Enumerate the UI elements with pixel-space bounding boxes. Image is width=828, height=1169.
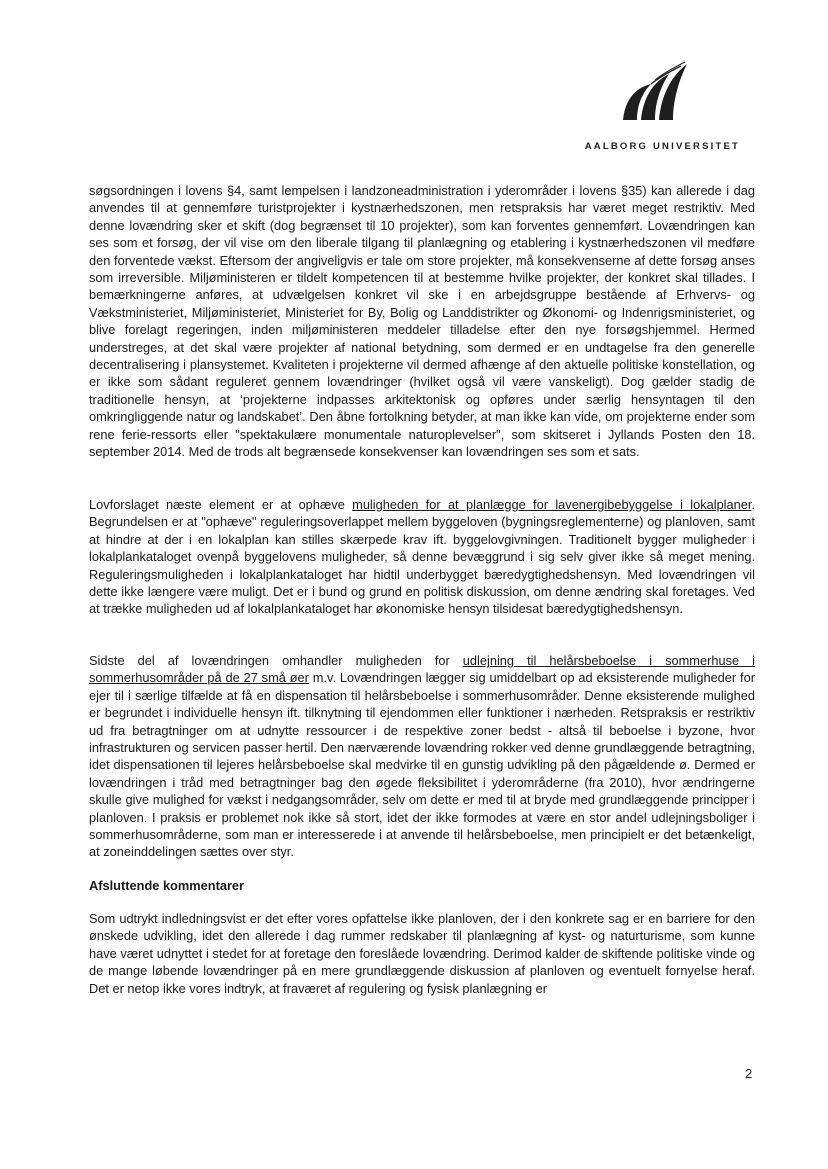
paragraph-3-body: m.v. Lovændringen lægger sig umiddelbart op ad eksisterende muligheder for ejer til i særlige tilfælde at få en dispensation til helårsbeboelse i sommerhusområder. Denne eksisterende mulighed er begrundet i individuelle hensyn ift. tilknytning til ejendommen eller funktioner i nærheden. Retspraksis er restriktiv ud fra betragtninger om at udnytte ressourcer i de respektive zoner bedst - altså til beboelse i byzone, hvor infrastrukturen og servicen passer hertil. Den nærværende lovændring rokker ved denne grundlæggende betragtning, idet dispensationen til lejeres helårsbeboelse skal medvirke til en gunstig udvikling på den pågældende ø. Dermed er lovændringen i tråd med betragtninger bag den øgede fleksibilitet i yderområderne (fra 2010), hvor ændringerne skulle give mulighed for vækst i nedgangsområder, selv om dette er med til at bryde med grundlæggende principper i planloven. I praksis er problemet nok ikke så stort, idet der ikke formodes at være en stor andel udlejningsboliger i sommerhusområderne, som man er interesserede i at anvende til helårsbeboelse, men principielt er det betænkeligt, at zoneinddelingen sættes over styr.	[89, 670, 755, 860]
paragraph-2-body: . Begrundelsen er at "ophæve" reguleringsoverlappet mellem byggeloven (bygningsreglementerne) og planloven, samt at hindre at der i en lokalplan kan stilles skærpede krav ift. byggelovgivningen. Traditionelt bygger muligheder i lokalplankataloget ovenpå byggelovens muligheder, så denne bevæggrund i sig selv giver ikke så meget mening. Reguleringsmuligheden i lokalplankataloget har hidtil underbygget bæredygtighedshensyn. Med lovændringen vil dette ikke længere være muligt. Det er i bund og grund en politisk diskussion, om denne ændring skal foretages. Ved at trække muligheden ud af lokalplankataloget har økonomiske hensyn tilsidesat bæredygtighedshensyn.	[89, 497, 755, 617]
university-logo	[576, 60, 746, 155]
section-heading: Afsluttende kommentarer	[89, 878, 245, 893]
paragraph-2-intro: Lovforslaget næste element er at ophæve	[89, 497, 353, 512]
aau-wave-logo-icon	[621, 60, 691, 130]
university-name: AALBORG UNIVERSITET	[584, 141, 740, 152]
page-number: 2	[745, 1066, 753, 1081]
paragraph-3-intro: Sidste del af lovændringen omhandler muligheden for	[89, 653, 463, 668]
paragraph-1: søgsordningen i lovens §4, samt lempelsen i landzoneadministration i yderområder i lovens §35) kan allerede i dag anvendes til at gennemføre turistprojekter i kystnærhedszonen, men retspraksis har været meget restriktiv. Med denne lovændring sker et skift (dog begrænset til 10 projekter), som kan forventes gennemført. Lovændringen kan ses som et forsøg, der vil vise om den liberale tilgang til planlægning og etablering i kystnærhedszonen vil medføre den forventede vækst. Eftersom der angiveligvis er tale om store projekter, må konsekvenserne af dette forsøg anses som irreversible. Miljøministeren er tildelt kompetencen til at bestemme hvilke projekter, der konkret skal tillades. I bemærkningerne anføres, at udvælgelsen konkret vil ske i en arbejdsgruppe bestående af Erhvervs- og Vækstministeriet, Miljøministeriet, Ministeriet for By, Bolig og Landdistrikter og Økonomi- og Indenrigsministeriet, og blive forelagt regeringen, inden miljøministeren meddeler tilladelse efter den nye forsøgshjemmel. Hermed understreges, at det skal være projekter af national betydning, som dermed er en undtagelse fra den generelle decentralisering i plansystemet. Kvaliteten i projekterne vil dermed afhænge af den aktuelle politiske konstellation, og er ikke som sådant reguleret gennem lovændringer (hvilket også vil være vanskeligt). Dog gælder stadig de traditionelle hensyn, at ‘projekterne indpasses arkitektonisk og opføres under særlig hensyntagen til den omkringliggende natur og landskabet’. Den åbne fortolkning betyder, at man ikke kan vide, om projekterne ender som rene ferie-ressorts eller "spektakulære monumentale naturoplevelser", som skitseret i Jyllands Posten den 18. september 2014. Med de trods alt begrænsede konsekvenser kan lovændringen ses som et sats.	[89, 183, 755, 460]
paragraph-3	[89, 652, 755, 861]
paragraph-3-underlined-phrase: udlejning til helårsbeboelse i sommerhuse i sommerhusområder på de 27 små øer	[89, 653, 755, 686]
paragraph-2	[89, 496, 755, 618]
paragraph-2-underlined-phrase: muligheden for at planlægge for lavenergibebyggelse i lokalplaner	[352, 497, 752, 512]
paragraph-4: Som udtrykt indledningsvist er det efter vores opfattelse ikke planloven, der i den konkrete sag er en barriere for den ønskede udvikling, idet den allerede i dag rummer redskaber til planlægning af kyst- og naturturisme, som kunne have været udnyttet i stedet for at foretage den foreslåede lovændring. Derimod kalder de skiftende politiske vinde og de mange løbende lovændringer på en mere grundlæggende diskussion af planloven og eventuelt fornyelse heraf. Det er netop ikke vores indtryk, at fraværet af regulering og fysisk planlægning er	[89, 911, 755, 996]
